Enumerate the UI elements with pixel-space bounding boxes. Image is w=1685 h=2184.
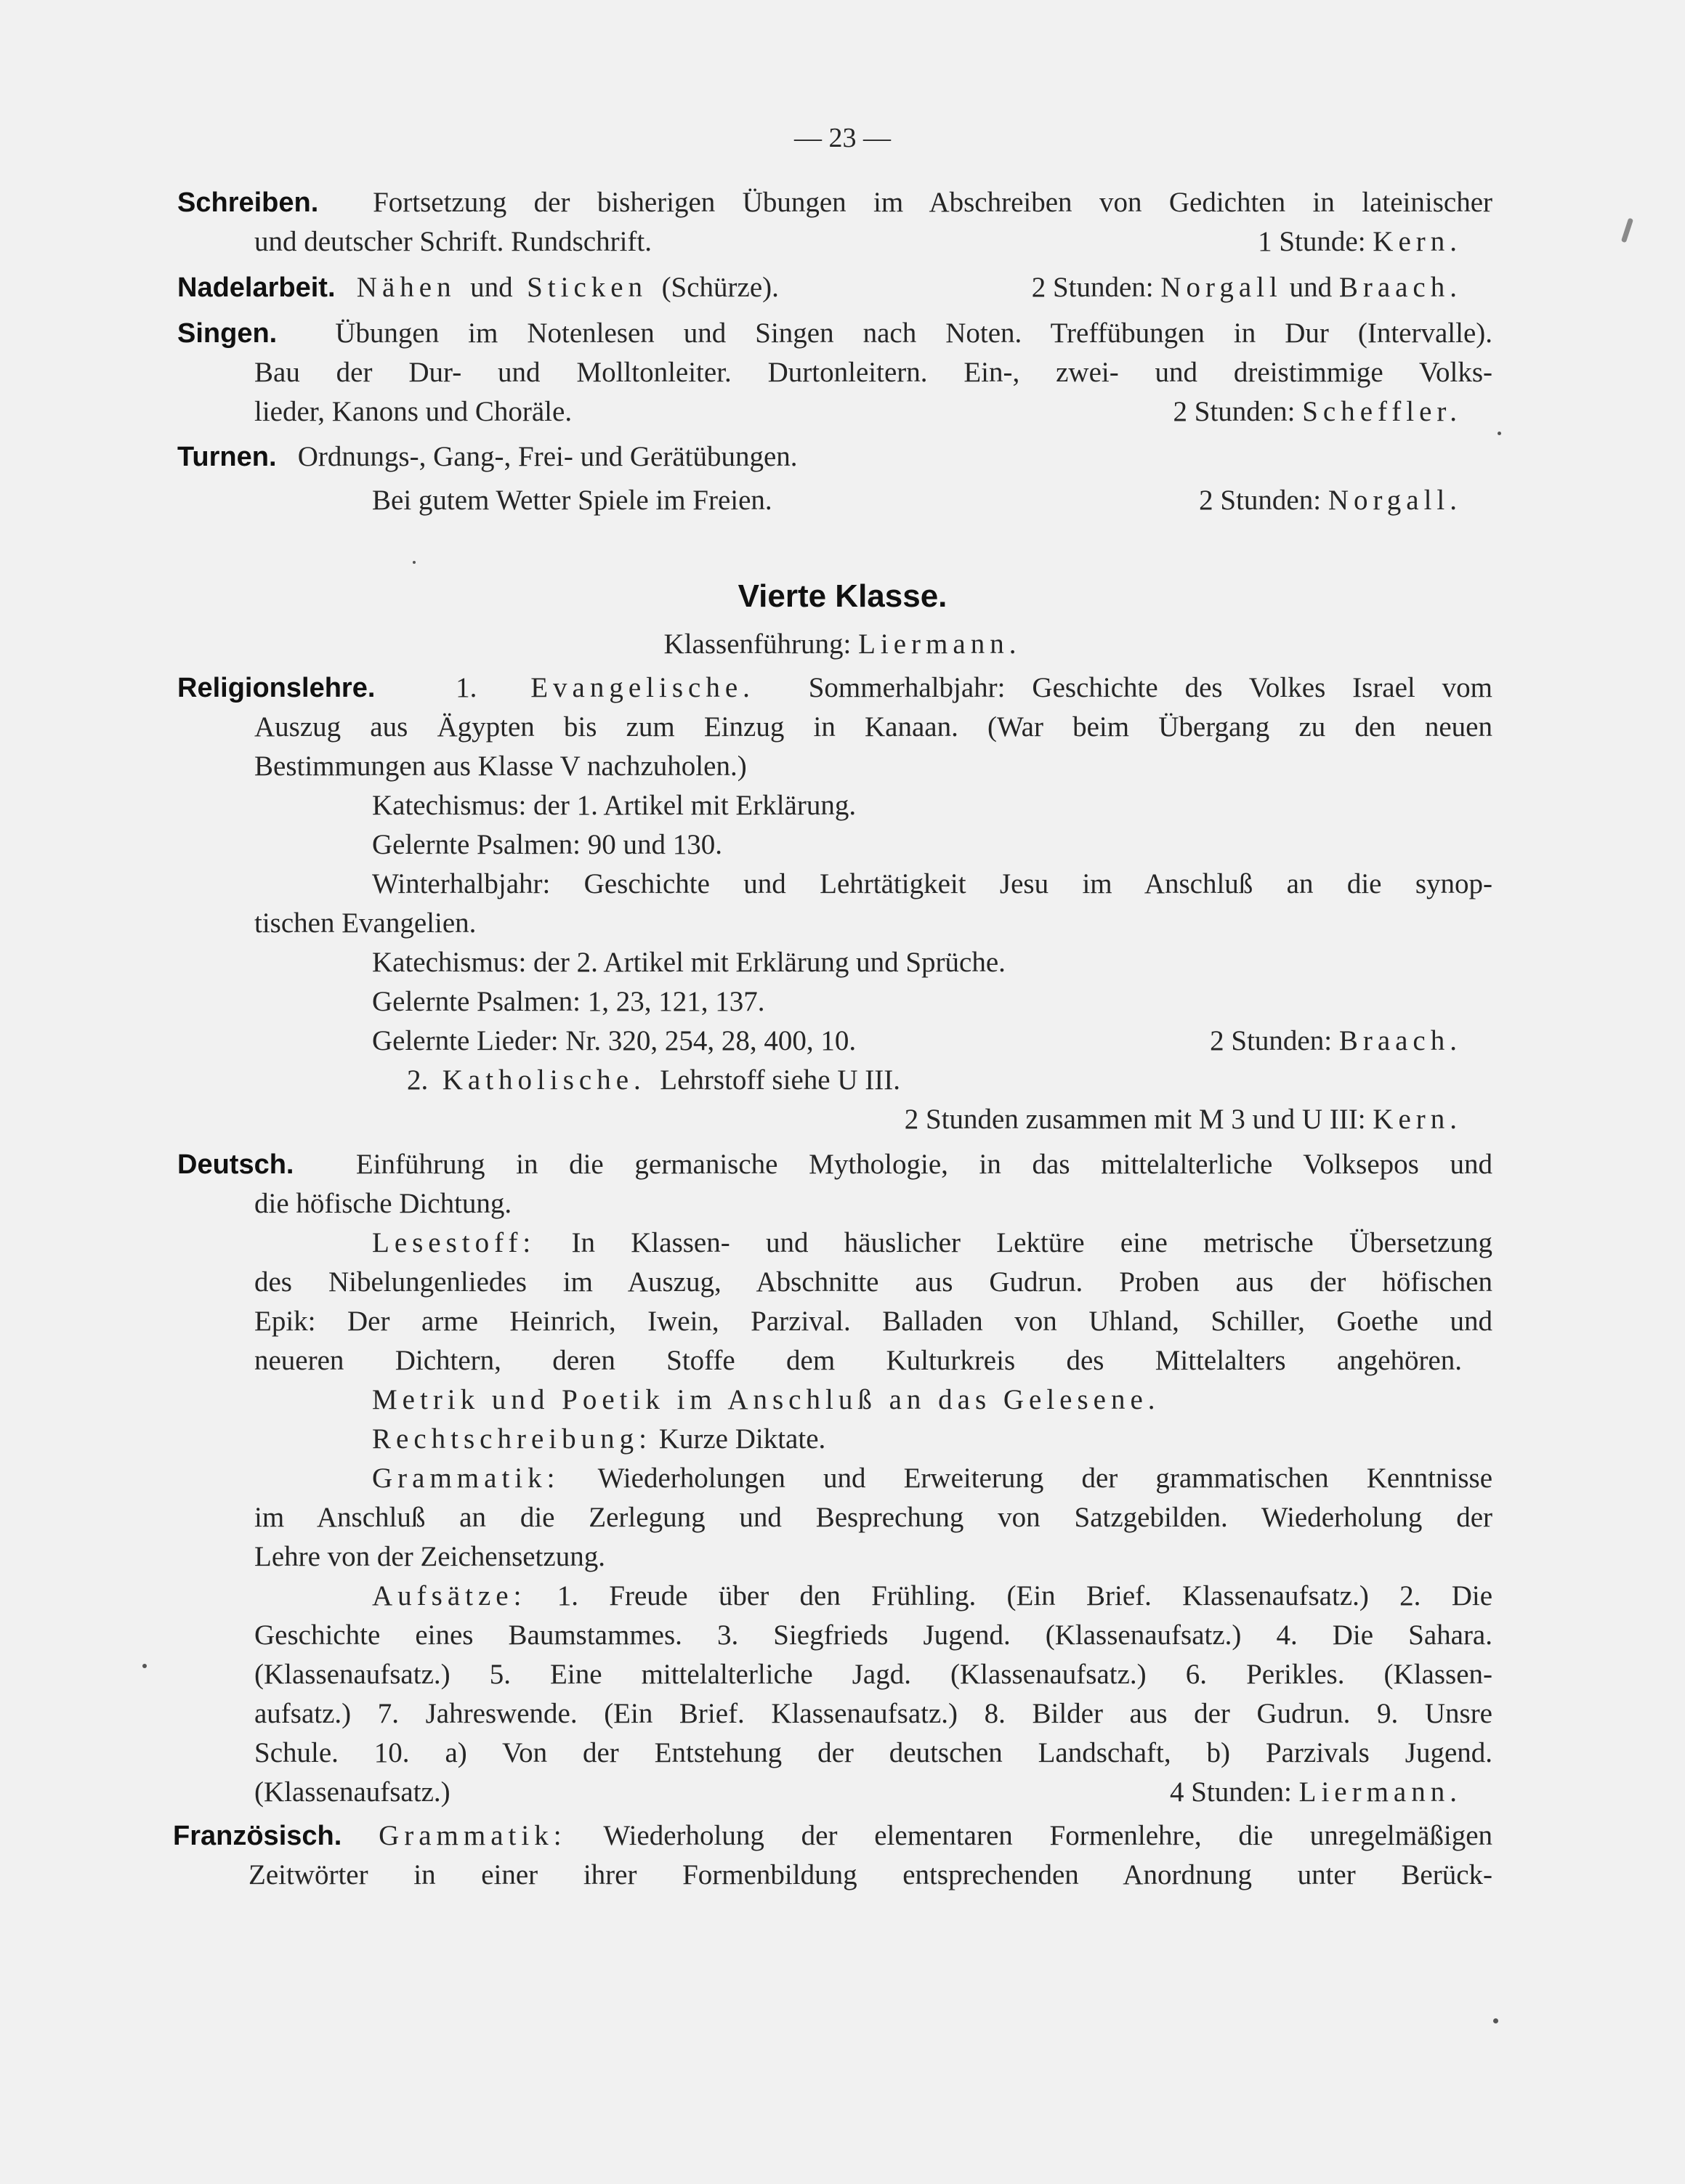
schreiben-line-2 [254,222,1462,262]
religion-line-8: Katechismus: der 2. Artikel mit Erklärung und Sprüche. [372,947,1006,978]
nadelarbeit-text-1: Nähen [356,272,456,303]
religion-denomination: Katholische. [442,1064,646,1096]
turnen-line-2 [372,481,1462,520]
singen-line-2: Bau der Dur- und Molltonleiter. Durtonleitern. Ein-, zwei- und dreistimmige Volks- [254,357,1492,388]
deutsch-line-2: die höfische Dichtung. [254,1188,512,1219]
hours-label: 1 Stunde: [1258,226,1373,257]
deutsch-line-4: des Nibelungenliedes im Auszug, Abschnitte aus Gudrun. Proben aus der höfischen [254,1266,1492,1298]
connector: und [1282,272,1339,303]
nadelarbeit-hours [1032,268,1462,307]
schreiben-line-1 [177,183,1492,222]
deutsch-heading: Deutsch. [177,1149,294,1180]
scan-speck [142,1664,147,1668]
deutsch-label: Lesestoff: [372,1227,536,1258]
religion-text-1: Sommerhalbjahr: Geschichte des Volkes Israel vom [808,672,1493,703]
nadelarbeit-line [177,268,1462,307]
turnen-hours [1199,481,1462,520]
religion-hours [1210,1022,1462,1061]
nadelarbeit-text-3: Sticken [527,272,648,303]
religion-line-2: Auszug aus Ägypten bis zum Einzug in Kanaan. (War beim Übergang zu den neuen [254,711,1492,743]
hours-label: 2 Stunden: [1173,396,1303,427]
nadelarbeit-heading: Nadelarbeit. [177,272,336,303]
deutsch-line-1 [177,1145,1492,1184]
teacher-name: Braach. [1338,272,1462,303]
singen-text-3: lieder, Kanons und Choräle. [254,396,573,427]
teacher-name: Kern. [1373,1104,1462,1135]
hours-label: 2 Stunden: [1031,272,1161,303]
deutsch-text-1: Einführung in die germanische Mythologie, in das mittelalterliche Volksepos und [355,1149,1493,1180]
deutsch-line-3 [372,1224,1492,1263]
religion-line-4: Katechismus: der 1. Artikel mit Erklärung. [372,790,857,821]
franzoesisch-label: Grammatik: [379,1820,567,1851]
turnen-text-1: Ordnungs-, Gang-, Frei- und Gerätübungen. [297,441,798,472]
teacher-name: Braach. [1338,1025,1462,1056]
deutsch-text-8: Kurze Diktate. [651,1423,826,1455]
religion-line-6: Winterhalbjahr: Geschichte und Lehrtätigkeit Jesu im Anschluß an die synop- [372,868,1492,899]
nadelarbeit-text-2: und [470,272,513,303]
turnen-line-1 [177,437,1462,477]
deutsch-line-17 [254,1773,1462,1812]
page-number: — 23 — [794,123,891,153]
deutsch-text-17: (Klassenaufsatz.) [254,1776,450,1808]
hours-label: 2 Stunden: [1199,485,1328,516]
deutsch-line-11: Lehre von der Zeichensetzung. [254,1541,605,1572]
religion-line-9: Gelernte Psalmen: 1, 23, 121, 137. [372,986,765,1017]
teacher-name: Norgall [1160,272,1282,303]
turnen-text-2: Bei gutem Wetter Spiele im Freien. [372,485,772,516]
deutsch-line-13: Geschichte eines Baumstammes. 3. Siegfrieds Jugend. (Klassenaufsatz.) 4. Die Sahara. [254,1619,1492,1651]
section-subtitle [0,625,1685,664]
religion-line-12 [254,1100,1462,1139]
singen-hours [1173,392,1462,432]
nadelarbeit-text-4: (Schürze). [661,272,779,303]
franzoesisch-text-1: Wiederholung der elementaren Formenlehre, die unregelmäßigen [603,1820,1493,1851]
deutsch-text-3: In Klassen- und häuslicher Lektüre eine metrische Übersetzung [571,1227,1492,1258]
franzoesisch-heading: Französisch. [173,1821,342,1851]
teacher-name: Norgall. [1328,485,1462,516]
scan-speck [413,561,416,564]
deutsch-line-16: Schule. 10. a) Von der Entstehung der deutschen Landschaft, b) Parzivals Jugend. [254,1737,1492,1768]
deutsch-line-10: im Anschluß an die Zerlegung und Besprechung von Satzgebilden. Wiederholung der [254,1502,1492,1533]
religion-num: 2. [407,1064,429,1096]
subtitle-label: Klassenführung: [663,628,859,660]
singen-line-3 [254,392,1462,432]
hours-label: 4 Stunden: [1169,1776,1299,1808]
religion-text-11: Lehrstoff siehe U III. [660,1064,900,1096]
section-title: Vierte Klasse. [738,578,947,614]
scan-speck [1493,2018,1498,2023]
deutsch-line-7: Metrik und Poetik im Anschluß an das Gelesene. [372,1384,1160,1415]
religion-heading: Religionslehre. [177,673,376,703]
teacher-name: Liermann. [858,628,1022,660]
deutsch-line-14: (Klassenaufsatz.) 5. Eine mittelalterliche Jagd. (Klassenaufsatz.) 6. Perikles. (Klassen- [254,1659,1492,1690]
turnen-heading: Turnen. [177,442,277,472]
franzoesisch-line-2: Zeitwörter in einer ihrer Formenbildung entsprechenden Anordnung unter Berück- [248,1859,1492,1890]
deutsch-line-15: aufsatz.) 7. Jahreswende. (Ein Brief. Klassenaufsatz.) 8. Bilder aus der Gudrun. 9. Unsre [254,1698,1492,1729]
schreiben-text-2: und deutscher Schrift. Rundschrift. [254,226,652,257]
scan-speck [1498,432,1501,435]
franzoesisch-line-1 [173,1816,1492,1856]
religion-line-5: Gelernte Psalmen: 90 und 130. [372,829,722,860]
deutsch-label: Aufsätze: [372,1580,527,1611]
religion-line-11 [407,1061,900,1100]
singen-text-1: Übungen im Notenlesen und Singen nach Noten. Treffübungen in Dur (Intervalle). [335,318,1492,349]
teacher-name: Scheffler. [1302,396,1462,427]
religion-denomination: Evangelische. [530,672,755,703]
deutsch-text-9: Wiederholungen und Erweiterung der grammatischen Kenntnisse [597,1463,1493,1494]
teacher-name: Kern. [1373,226,1462,257]
deutsch-line-5: Epik: Der arme Heinrich, Iwein, Parzival. Balladen von Uhland, Schiller, Goethe und [254,1306,1492,1337]
deutsch-label: Rechtschreibung: [372,1423,652,1455]
deutsch-line-12 [372,1577,1492,1616]
religion-line-3: Bestimmungen aus Klasse V nachzuholen.) [254,751,747,782]
hours-label: 2 Stunden zusammen mit M 3 und U III: [904,1104,1373,1135]
religion-num: 1. [456,672,477,703]
deutsch-line-9 [372,1459,1492,1498]
hours-label: 2 Stunden: [1210,1025,1339,1056]
religion-line-1 [177,668,1492,708]
singen-line-1 [177,314,1492,353]
schreiben-text-1: Fortsetzung der bisherigen Übungen im Abschreiben von Gedichten in lateinischer [373,187,1492,218]
schreiben-hours [1258,222,1462,262]
scan-speck [1621,218,1633,243]
deutsch-hours [1170,1773,1462,1812]
deutsch-text-12: 1. Freude über den Frühling. (Ein Brief. Klassenaufsatz.) 2. Die [557,1580,1493,1611]
teacher-name: Liermann. [1298,1776,1462,1808]
deutsch-line-8 [372,1420,825,1459]
religion-line-10 [372,1022,1462,1061]
religion-line-7: tischen Evangelien. [254,907,477,939]
singen-heading: Singen. [177,318,278,349]
deutsch-label: Grammatik: [372,1463,560,1494]
religion-text-10: Gelernte Lieder: Nr. 320, 254, 28, 400, 10. [372,1025,857,1056]
deutsch-line-6: neueren Dichtern, deren Stoffe dem Kulturkreis des Mittelalters angehören. [254,1345,1462,1376]
schreiben-heading: Schreiben. [177,187,319,218]
